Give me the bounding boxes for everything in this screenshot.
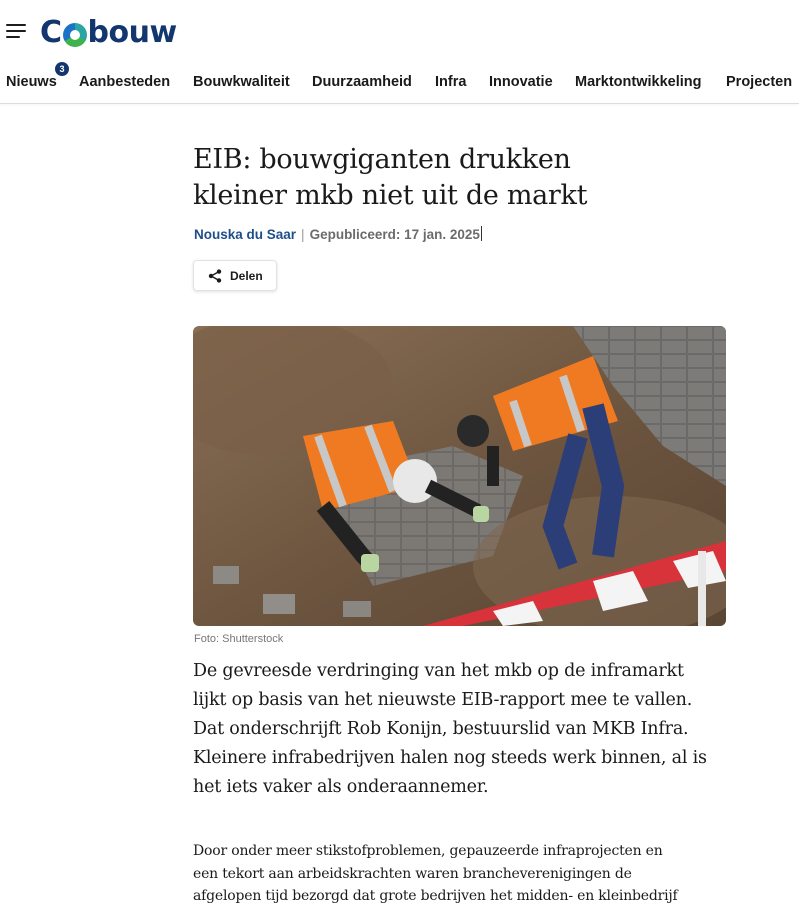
meta-separator: | bbox=[301, 227, 305, 242]
main-nav bbox=[0, 62, 799, 104]
lead-line: Dat onderschrijft Rob Konijn, bestuurslid van MKB Infra. bbox=[193, 719, 689, 739]
body-line: afgelopen tijd bezorgd dat grote bedrijven het midden- en kleinbedrijf bbox=[193, 888, 678, 904]
logo-text-right: bouw bbox=[87, 14, 177, 50]
nav-item-nieuws[interactable]: Nieuws bbox=[6, 74, 57, 90]
site-logo[interactable] bbox=[40, 12, 177, 52]
article-lead bbox=[193, 657, 733, 802]
lead-line: lijkt op basis van het nieuwste EIB-rapport mee te vallen. bbox=[193, 690, 693, 710]
nav-item-marktontwikkeling[interactable]: Marktontwikkeling bbox=[575, 74, 702, 90]
construction-workers-illustration bbox=[193, 326, 726, 626]
nav-item-duurzaamheid[interactable]: Duurzaamheid bbox=[312, 74, 412, 90]
text-cursor bbox=[481, 226, 482, 241]
hamburger-menu-icon[interactable] bbox=[6, 24, 26, 38]
article-body bbox=[193, 840, 733, 908]
logo-o-mark bbox=[63, 23, 87, 47]
nav-item-infra[interactable]: Infra bbox=[435, 74, 467, 90]
nav-item-aanbesteden[interactable]: Aanbesteden bbox=[79, 74, 171, 90]
body-line: een tekort aan arbeidskrachten waren brancheverenigingen de bbox=[193, 865, 632, 882]
share-label: Delen bbox=[230, 268, 263, 283]
notification-badge: 3 bbox=[55, 62, 69, 76]
photo-caption: Foto: Shutterstock bbox=[194, 633, 284, 645]
article-meta bbox=[194, 226, 482, 242]
publish-date: Gepubliceerd: 17 jan. 2025 bbox=[309, 227, 480, 242]
title-line: kleiner mkb niet uit de markt bbox=[193, 180, 588, 211]
top-bar bbox=[0, 0, 799, 62]
article-title bbox=[193, 142, 613, 214]
nav-item-bouwkwaliteit[interactable]: Bouwkwaliteit bbox=[193, 74, 290, 90]
lead-line: Kleinere infrabedrijven halen nog steeds werk binnen, al is bbox=[193, 748, 707, 768]
author-link[interactable]: Nouska du Saar bbox=[194, 227, 297, 242]
logo-text-left: C bbox=[40, 14, 62, 50]
share-icon bbox=[208, 269, 222, 283]
article-photo bbox=[193, 326, 726, 626]
lead-line: het iets vaker als onderaannemer. bbox=[193, 777, 489, 797]
share-button[interactable] bbox=[193, 260, 277, 291]
title-line: EIB: bouwgiganten drukken bbox=[193, 144, 571, 175]
nav-item-projecten[interactable]: Projecten bbox=[726, 74, 793, 90]
lead-line: De gevreesde verdringing van het mkb op de inframarkt bbox=[193, 661, 684, 681]
body-line: Door onder meer stikstofproblemen, gepauzeerde infraprojecten en bbox=[193, 843, 663, 859]
nav-item-innovatie[interactable]: Innovatie bbox=[489, 74, 553, 90]
